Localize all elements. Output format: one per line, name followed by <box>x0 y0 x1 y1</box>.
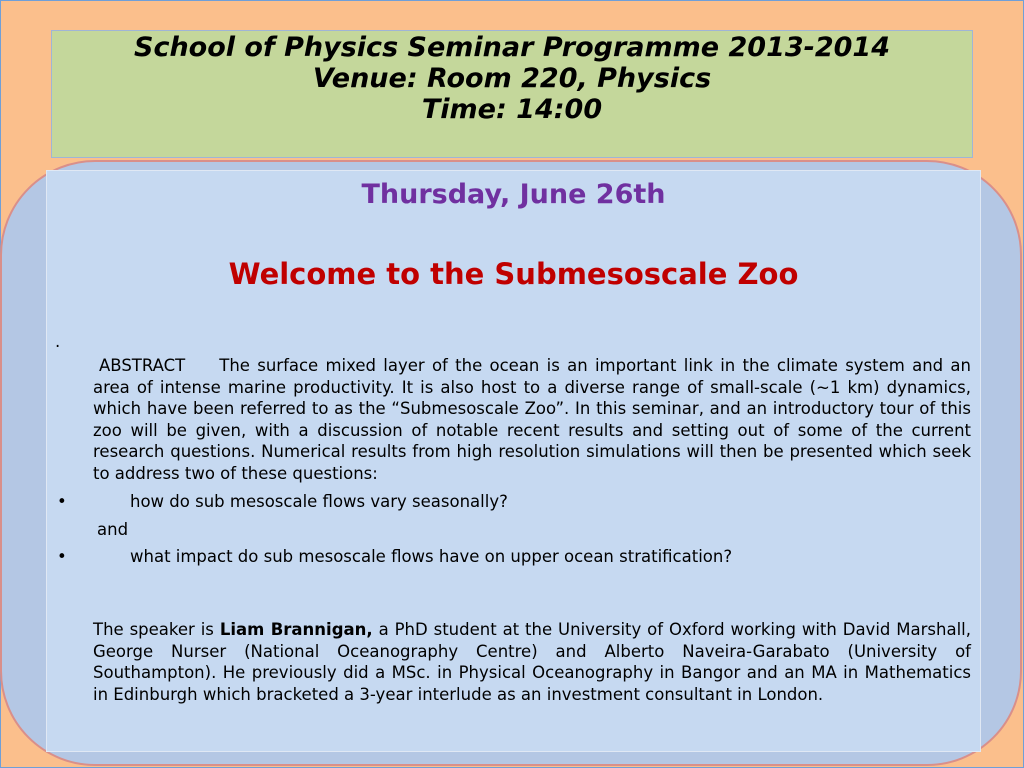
programme-title: School of Physics Seminar Programme 2013-2014 <box>134 32 890 63</box>
question-2-text: what impact do sub mesoscale flows have on upper ocean stratification? <box>130 547 733 566</box>
abstract-text: The surface mixed layer of the ocean is an important link in the climate system and an area of intense marine productivity. It is also host to a diverse range of small-scale (~1 km) dynamics, which have been referred to as the “Submesoscale Zoo”. In this seminar, and an introductory tour of this zoo will be given, with a discussion of notable recent results and setting out of some of the current research questions. Numerical results from high resolution simulations will then be presented which seek to address two of these questions: <box>93 356 971 483</box>
abstract-label: ABSTRACT <box>99 356 186 375</box>
speaker-bio: a PhD student at the University of Oxford working with David Marshall, George Nurser (National Oceanography Centre) and Alberto Naveira-Garabato (University of Southampton). He previously did a MSc. in Physical Oceanography in Bangor and an MA in Mathematics in Edinburgh which bracketed a 3-year interlude as an investment consultant in London. <box>93 620 971 704</box>
seminar-content-box <box>46 170 981 752</box>
bullet-icon: • <box>57 492 67 511</box>
header-box <box>51 30 973 158</box>
seminar-date: Thursday, June 26th <box>361 179 666 210</box>
question-1-text: how do sub mesoscale flows vary seasonally? <box>130 492 508 511</box>
bullet-icon: • <box>57 547 67 566</box>
and-connector: and <box>97 520 129 539</box>
question-bullet-1 <box>57 491 957 513</box>
time-line: Time: 14:00 <box>421 94 603 125</box>
talk-title: Welcome to the Submesoscale Zoo <box>228 257 799 291</box>
speaker-intro: The speaker is <box>93 620 220 639</box>
question-bullet-2 <box>57 546 957 568</box>
venue-line: Venue: Room 220, Physics <box>312 63 712 94</box>
speaker-name: Liam Brannigan, <box>219 620 373 639</box>
dot-marker: . <box>55 332 61 351</box>
speaker-paragraph <box>93 619 971 705</box>
abstract-paragraph <box>93 355 971 484</box>
